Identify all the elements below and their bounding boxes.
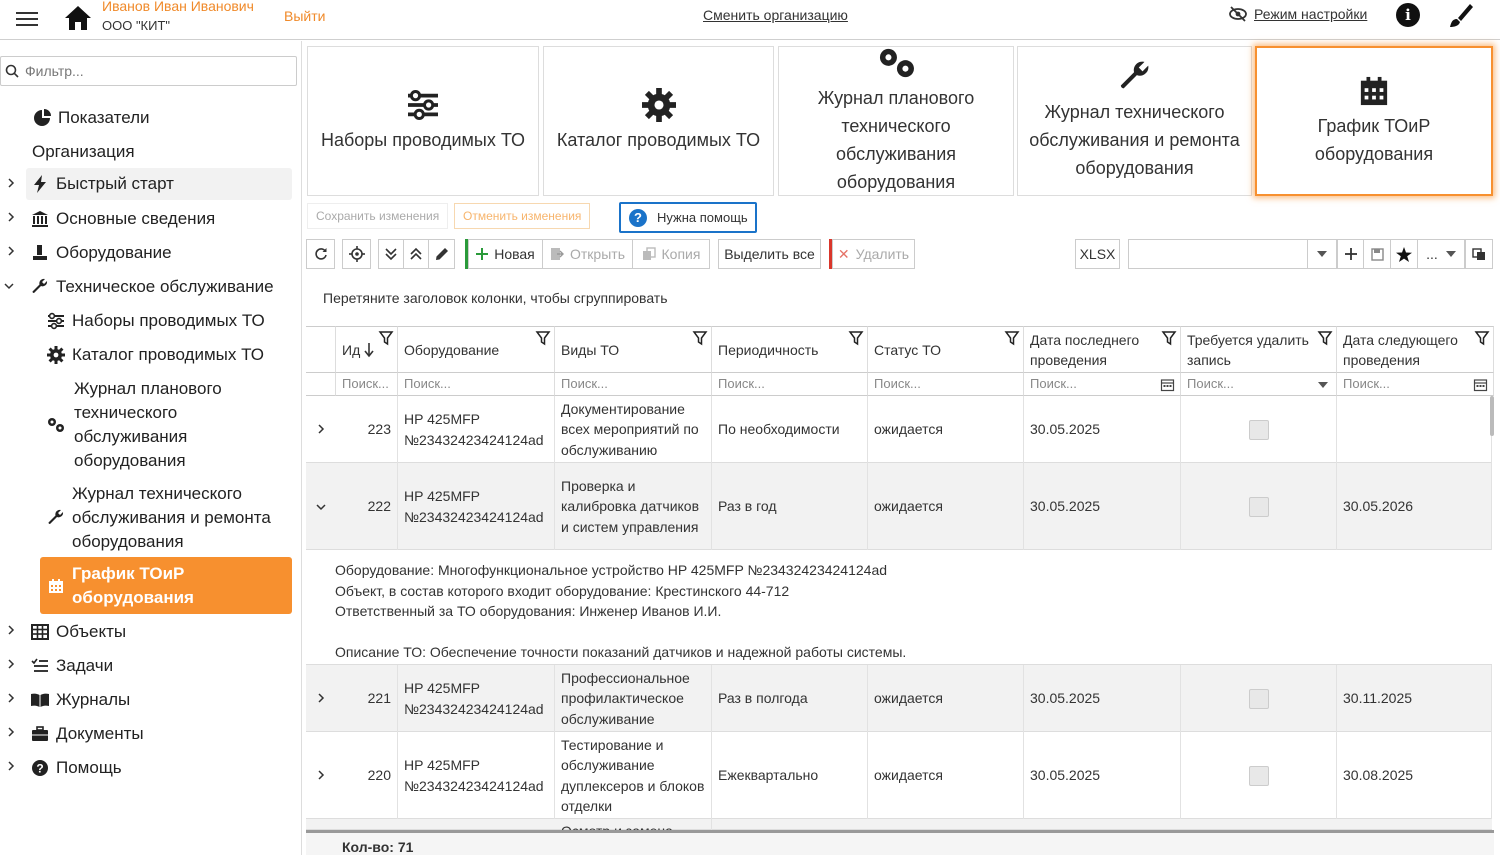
pencil-icon (435, 247, 449, 261)
cell-last-date: 30.05.2025 (1024, 665, 1181, 732)
column-header-label: Виды ТО (561, 341, 620, 358)
sidebar-item-equipment[interactable] (30, 242, 172, 264)
sidebar-item-label: Показатели (58, 108, 150, 127)
chevron-right-icon[interactable] (6, 246, 16, 256)
sidebar-item-label: Журналы (56, 690, 131, 709)
cancel-changes-button[interactable]: Отменить изменения (454, 203, 590, 229)
tile-label: Журнал технического обслуживания и ремонта оборудования (1029, 102, 1240, 178)
column-header-label: Периодичность (718, 341, 819, 358)
column-header-periodicity[interactable] (712, 326, 868, 372)
cell-to-type: Документирование всех мероприятий по обслуживанию (555, 396, 712, 463)
bolt-icon (30, 174, 50, 194)
select-all-button[interactable]: Выделить все (718, 239, 821, 269)
cell-last-date: 30.05.2025 (1024, 732, 1181, 819)
layout-select-dropdown[interactable] (1307, 239, 1337, 269)
column-header-next-date[interactable] (1337, 326, 1494, 372)
sidebar-item-indicators[interactable] (32, 107, 150, 129)
cell-periodicity: Ежеквартально (712, 732, 868, 819)
sidebar-item-label: Каталог проводимых ТО (72, 345, 264, 364)
search-status[interactable]: Поиск... (868, 372, 1024, 396)
checkbox[interactable] (1249, 766, 1269, 786)
search-next-date[interactable] (1337, 372, 1494, 396)
sidebar-item-label: Журнал планового технического обслуживания оборудования (74, 379, 222, 470)
group-panel: Перетяните заголовок колонки, чтобы сгруппировать (323, 290, 668, 306)
question-icon: ? (629, 209, 647, 227)
sidebar-item-label: Журнал технического обслуживания и ремонта оборудования (72, 484, 271, 551)
more-button[interactable] (1417, 239, 1465, 269)
sliders-icon (406, 88, 440, 122)
copy-button-label: Копия (661, 246, 701, 262)
cell-delete-required (1181, 665, 1337, 732)
bank-icon (30, 209, 50, 229)
sidebar-item-label: Быстрый старт (56, 174, 174, 193)
open-button[interactable] (542, 239, 633, 269)
calendar-icon (1359, 74, 1389, 108)
detail-equipment: Оборудование: Многофункциональное устройство HP 425MFP №23432423424124ad (335, 562, 888, 578)
column-header-to-types[interactable] (555, 326, 712, 372)
sidebar-item-quick-start[interactable] (26, 168, 292, 200)
cell-delete-required (1181, 396, 1337, 463)
table-row-partial[interactable] (306, 819, 1492, 830)
cell-last-date: 30.05.2025 (1024, 396, 1181, 463)
columns-icon (1472, 248, 1486, 261)
filter-icon[interactable] (379, 331, 393, 345)
column-header-label: Статус ТО (874, 341, 941, 358)
checkbox[interactable] (1249, 420, 1269, 440)
chevron-down-icon[interactable] (316, 502, 326, 512)
star-icon (1396, 247, 1412, 262)
layout-select[interactable] (1128, 239, 1308, 269)
save-changes-button[interactable]: Сохранить изменения (307, 203, 448, 229)
sidebar-item-label: График ТОиР оборудования (72, 563, 194, 607)
brush-icon[interactable] (1446, 2, 1474, 30)
tile-label: График ТОиР оборудования (1314, 116, 1434, 164)
sidebar-item-label: Техническое обслуживание (56, 277, 274, 296)
tile-to-catalog[interactable] (543, 46, 774, 196)
chevron-right-icon[interactable] (6, 178, 16, 188)
expand-all-button[interactable] (378, 239, 404, 269)
chevron-right-icon[interactable] (316, 693, 326, 703)
detail-text (335, 560, 906, 663)
detail-responsible: Ответственный за ТО оборудования: Инженер Иванов И.И. (335, 603, 722, 619)
delete-button[interactable] (832, 239, 915, 269)
filter-icon[interactable] (1162, 331, 1176, 345)
column-chooser-button[interactable] (1465, 239, 1493, 269)
cell-id: 223 (336, 396, 398, 463)
cell-to-type: Тестирование и обслуживание дуплексеров и блоков отделки (555, 732, 712, 819)
tile-schedule[interactable] (1255, 46, 1493, 196)
cell-next-date: 30.11.2025 (1337, 665, 1492, 732)
tasks-icon (30, 656, 50, 676)
column-header-label: Ид (342, 341, 361, 358)
column-header-id[interactable] (336, 326, 398, 372)
double-chevron-down-icon (385, 247, 397, 261)
cell-to-type: Проверка и калибровка датчиков и систем управления (555, 463, 712, 550)
column-header-equipment[interactable] (398, 326, 555, 372)
new-button[interactable] (468, 239, 543, 269)
cell-periodicity: Раз в полгода (712, 665, 868, 732)
sidebar-item-planned-journal[interactable] (46, 377, 286, 473)
sidebar-item-tasks[interactable] (30, 655, 113, 677)
cell-status: ожидается (868, 665, 1024, 732)
briefcase-icon (30, 724, 50, 744)
change-org-link[interactable]: Сменить организацию (703, 7, 848, 23)
search-to-types[interactable]: Поиск... (555, 372, 712, 396)
cell-last-date: 30.05.2025 (1024, 463, 1181, 550)
filter-icon[interactable] (1318, 331, 1332, 345)
expand-column-header (306, 326, 336, 372)
cell-delete-required (1181, 463, 1337, 550)
cell-equipment: HP 425MFP №23432423424124ad (398, 396, 555, 463)
pie-chart-icon (32, 108, 52, 128)
sidebar-item-label: Объекты (56, 622, 127, 641)
search-icon (5, 64, 19, 78)
filter-icon[interactable] (1005, 331, 1019, 345)
sidebar-item-label: Наборы проводимых ТО (72, 311, 265, 330)
sidebar-item-repair-journal[interactable] (46, 482, 286, 554)
open-button-label: Открыть (570, 246, 625, 262)
gear-icon (642, 88, 676, 122)
cell-periodicity: По необходимости (712, 396, 868, 463)
sidebar-item-help[interactable] (30, 757, 122, 779)
help-button-label: Нужна помощь (657, 210, 748, 225)
cell-equipment: HP 425MFP №23432423424124ad (398, 665, 555, 732)
search-placeholder: Поиск... (1343, 376, 1390, 391)
cell-to-type: Профессиональное профилактическое обслуживание (555, 665, 712, 732)
cell-id: 220 (336, 732, 398, 819)
table-icon (30, 622, 50, 642)
tile-label: Каталог проводимых ТО (556, 130, 761, 150)
new-button-label: Новая (494, 246, 535, 262)
sidebar-item-objects[interactable] (30, 621, 126, 643)
tile-label: Наборы проводимых ТО (320, 130, 526, 150)
sidebar-item-journals[interactable] (30, 689, 130, 711)
sidebar-item-label: Основные сведения (56, 209, 216, 228)
cell-status: ожидается (868, 463, 1024, 550)
calendar-icon (46, 576, 66, 596)
export-xlsx-button[interactable]: XLSX (1075, 239, 1120, 269)
plus-icon (476, 248, 488, 260)
close-icon: ✕ (837, 245, 850, 262)
sidebar-item-schedule[interactable] (40, 557, 292, 614)
caret-down-icon (1317, 251, 1327, 257)
cell-next-date: 30.08.2025 (1337, 732, 1492, 819)
column-header-label: Дата последнего проведения (1030, 331, 1140, 368)
calendar-icon[interactable] (1161, 378, 1174, 391)
plus-icon (1345, 248, 1357, 260)
cell-equipment: HP 425MFP №23432423424124ad (398, 732, 555, 819)
edit-button[interactable] (428, 239, 455, 269)
tile-label: Журнал планового технического обслуживания оборудования (817, 88, 975, 192)
home-icon[interactable] (63, 4, 93, 32)
wrench-icon (46, 508, 66, 528)
sidebar-item-maintenance[interactable] (30, 276, 274, 298)
eye-slash-icon (1228, 6, 1248, 22)
search-equipment[interactable]: Поиск... (398, 372, 555, 396)
sidebar-item-label: Помощь (56, 758, 122, 777)
wrench-icon (30, 277, 50, 297)
sidebar-item-label: Задачи (56, 656, 114, 675)
sidebar-item-documents[interactable] (30, 723, 144, 745)
svg-text:?: ? (36, 761, 44, 776)
cell-status: ожидается (868, 732, 1024, 819)
search-placeholder: Поиск... (1187, 376, 1234, 391)
cell-next-date: 30.05.2026 (1337, 463, 1492, 550)
cell-id: 221 (336, 665, 398, 732)
chevron-right-icon[interactable] (6, 659, 16, 669)
column-header-label: Оборудование (404, 341, 500, 358)
equipment-icon (30, 243, 50, 263)
sidebar-item-label: Оборудование (56, 243, 172, 262)
favorite-layout-button[interactable] (1390, 239, 1418, 269)
gear-icon (46, 345, 66, 365)
chevron-right-icon[interactable] (316, 770, 326, 780)
wrench-icon (1118, 60, 1152, 94)
search-placeholder: Поиск... (1030, 376, 1077, 391)
collapse-all-button[interactable] (403, 239, 429, 269)
copy-button[interactable] (632, 239, 710, 269)
filter-icon[interactable] (1475, 331, 1489, 345)
sidebar-item-organization[interactable] (32, 141, 135, 163)
sliders-icon (46, 311, 66, 331)
help-button[interactable] (619, 202, 757, 233)
gears-icon (46, 415, 66, 435)
search-spacer (306, 372, 336, 396)
crosshair-icon (349, 246, 365, 262)
checkbox[interactable] (1249, 497, 1269, 517)
save-layout-button[interactable] (1363, 239, 1391, 269)
search-delete-required[interactable] (1181, 372, 1337, 396)
chevron-right-icon[interactable] (316, 424, 326, 434)
column-header-last-date[interactable] (1024, 326, 1181, 372)
cell-equipment: HP 425MFP №23432423424124ad (398, 463, 555, 550)
filter-icon[interactable] (536, 331, 550, 345)
column-header-delete-required[interactable] (1181, 326, 1337, 372)
chevron-right-icon[interactable] (6, 727, 16, 737)
org-name: ООО "КИТ" (102, 18, 171, 33)
checkbox[interactable] (1249, 689, 1269, 709)
grid-scrollbar[interactable] (1490, 396, 1494, 436)
sidebar-item-to-sets[interactable] (46, 310, 265, 332)
tile-repair-journal[interactable] (1017, 46, 1252, 196)
chevron-right-icon[interactable] (6, 693, 16, 703)
top-header (0, 0, 1500, 40)
cell-periodicity: Раз в год (712, 463, 868, 550)
cell-id: 222 (336, 463, 398, 550)
refresh-icon (314, 247, 328, 261)
caret-down-icon[interactable] (1318, 382, 1328, 388)
cell-to-type-partial (555, 819, 712, 830)
double-chevron-up-icon (410, 247, 422, 261)
column-header-label: Дата следующего проведения (1343, 331, 1458, 368)
refresh-button[interactable] (306, 239, 335, 269)
locate-button[interactable] (342, 239, 371, 269)
filter-icon[interactable] (693, 331, 707, 345)
question-icon (30, 758, 50, 778)
menu-icon[interactable] (16, 8, 38, 28)
column-header-status[interactable] (868, 326, 1024, 372)
chevron-right-icon[interactable] (6, 625, 16, 635)
add-layout-button[interactable] (1337, 239, 1364, 269)
cell-delete-required (1181, 732, 1337, 819)
tile-to-sets[interactable] (307, 46, 539, 196)
cell-next-date (1337, 396, 1492, 463)
floppy-icon (1371, 248, 1384, 261)
info-icon[interactable]: i (1396, 3, 1420, 27)
sidebar-item-to-catalog[interactable] (46, 344, 264, 366)
search-last-date[interactable] (1024, 372, 1181, 396)
sidebar-filter-input[interactable] (25, 63, 285, 79)
sidebar-item-label: Организация (32, 142, 135, 161)
grid-footer-count: Кол-во: 71 (306, 830, 1494, 855)
copy-icon (642, 247, 656, 261)
chevron-down-icon[interactable] (4, 281, 14, 291)
cell-status: ожидается (868, 396, 1024, 463)
column-header-label: Требуется удалить запись (1187, 331, 1309, 368)
logout-link[interactable]: Выйти (284, 8, 326, 24)
gears-icon (874, 46, 918, 80)
open-doc-icon (550, 247, 564, 261)
caret-down-icon (1446, 251, 1456, 257)
user-name: Иванов Иван Иванович (102, 0, 254, 14)
tile-planned-journal[interactable] (778, 46, 1014, 196)
settings-mode-label: Режим настройки (1254, 6, 1368, 22)
chevron-right-icon[interactable] (6, 761, 16, 771)
chevron-right-icon[interactable] (6, 212, 16, 222)
more-button-label: ... (1426, 246, 1438, 262)
search-id[interactable]: Поиск... (336, 372, 398, 396)
detail-object: Объект, в состав которого входит оборудование: Крестинского 44-712 (335, 582, 790, 599)
delete-button-label: Удалить (855, 246, 910, 262)
settings-mode-link[interactable] (1228, 6, 1367, 22)
book-icon (30, 690, 50, 710)
sort-down-icon[interactable] (364, 343, 374, 357)
search-periodicity[interactable]: Поиск... (712, 372, 868, 396)
detail-description: Описание ТО: Обеспечение точности показаний датчиков и надежной работы системы. (335, 644, 907, 660)
sidebar-filter[interactable] (0, 56, 297, 86)
sidebar-item-label: Документы (56, 724, 144, 743)
filter-icon[interactable] (849, 331, 863, 345)
sidebar-item-main-info[interactable] (30, 208, 215, 230)
calendar-icon[interactable] (1474, 378, 1487, 391)
